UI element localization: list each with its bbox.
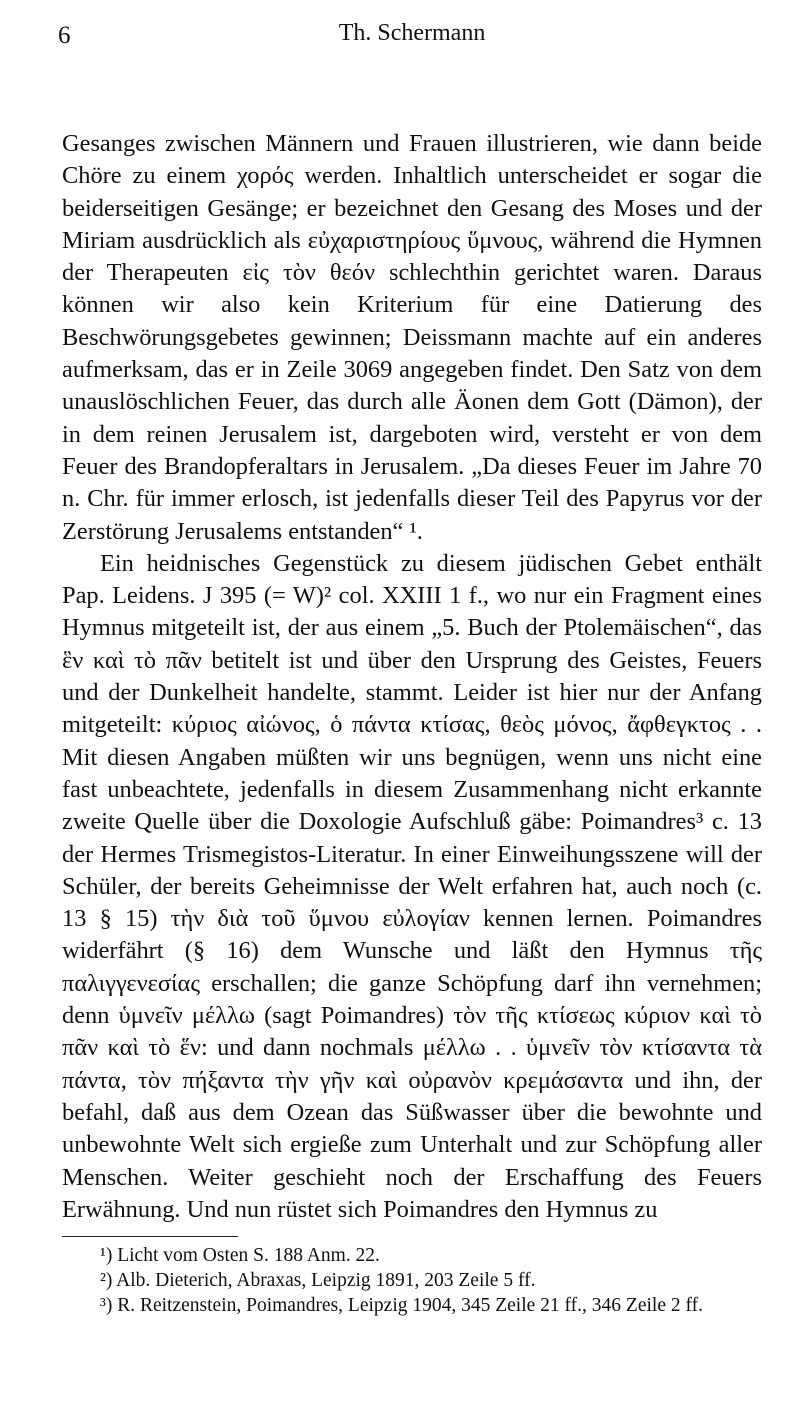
- book-page: [58, 0, 762, 1318]
- page-number: 6: [58, 22, 71, 49]
- footnote-1: ¹) Licht vom Osten S. 188 Anm. 22.: [100, 1245, 380, 1267]
- paragraph: Ein heidnisches Gegenstück zu diesem jüdischen Gebet enthält Pap. Leidens. J 395 (= W)² col. XXIII 1 f., wo nur ein Fragment eines Hymnus mitgeteilt ist, der aus einem „5. Buch der Ptolemäischen“, das ἓν καὶ τὸ πᾶν betitelt ist und über den Ursprung des Geistes, Feuers und der Dunkelheit handelte, stammt. Leider ist hier nur der Anfang mitgeteilt: κύριος αἰώνος, ὁ πάντα κτίσας, θεὸς μόνος, ἄφθεγκτος . . Mit diesen Angaben müßten wir uns begnügen, wenn uns nicht eine fast unbeachtete, jedenfalls in diesem Zusammenhang nicht erkannte zweite Quelle über die Doxologie Aufschluß gäbe: Poimandres³ c. 13 der Hermes Trismegistos-Literatur. In einer Einweihungsszene will der Schüler, der bereits Geheimnisse der Welt erfahren hat, auch noch (c. 13 § 15) τὴν διὰ τοῦ ὕμνου εὐλογίαν kennen lernen. Poimandres widerfährt (§ 16) dem Wunsche und läßt den Hymnus τῆς παλιγγενεσίας erschallen; die ganze Schöpfung darf ihn vernehmen; denn ὑμνεῖν μέλλω (sagt Poimandres) τὸν τῆς κτίσεως κύριον καὶ τὸ πᾶν καὶ τὸ ἕν: und dann nochmals μέλλω . . ὑμνεῖν τὸν κτίσαντα τὰ πάντα, τὸν πήξαντα τὴν γῆν καὶ οὐρανὸν κρεμάσαντα und ihn, der befahl, daß aus dem Ozean das Süßwasser über die bewohnte und unbewohnte Welt sich ergieße zum Unterhalt und zur Schöpfung aller Menschen. Weiter geschieht noch der Erschaffung des Feuers Erwähnung. Und nun rüstet sich Poimandres den Hymnus zu: [62, 549, 762, 1223]
- footnotes: [62, 1243, 762, 1318]
- main-text: [62, 128, 762, 1226]
- footnote-2: ²) Alb. Dieterich, Abraxas, Leipzig 1891, 203 Zeile 5 ff.: [100, 1270, 536, 1292]
- paragraph-continued: Gesanges zwischen Männern und Frauen illustrieren, wie dann beide Chöre zu einem χορός werden. Inhaltlich unterscheidet er sogar die beiderseitigen Gesänge; er bezeichnet den Gesang des Moses und der Miriam ausdrücklich als εὐχαριστηρίους ὕμνους, während die Hymnen der Therapeuten εἰς τὸν θεόν schlechthin gerichtet waren. Daraus können wir also kein Kriterium für eine Datierung des Beschwörungsgebetes gewinnen; Deissmann machte auf ein anderes aufmerksam, das er in Zeile 3069 angegeben findet. Den Satz von dem unauslöschlichen Feuer, das durch alle Äonen dem Gott (Dämon), der in dem reinen Jerusalem ist, dargeboten wird, versteht er von dem Feuer des Brandopferaltars in Jerusalem. „Da dieses Feuer im Jahre 70 n. Chr. für immer erlosch, ist jedenfalls dieser Teil des Papyrus vor der Zerstörung Jerusalems entstanden“ ¹.: [62, 130, 762, 545]
- footnote-3: ³) R. Reitzenstein, Poimandres, Leipzig 1904, 345 Zeile 21 ff., 346 Zeile 2 ff.: [100, 1295, 703, 1317]
- footnote-divider: [62, 1236, 238, 1237]
- page-header: [58, 0, 762, 64]
- running-head: Th. Schermann: [338, 20, 486, 46]
